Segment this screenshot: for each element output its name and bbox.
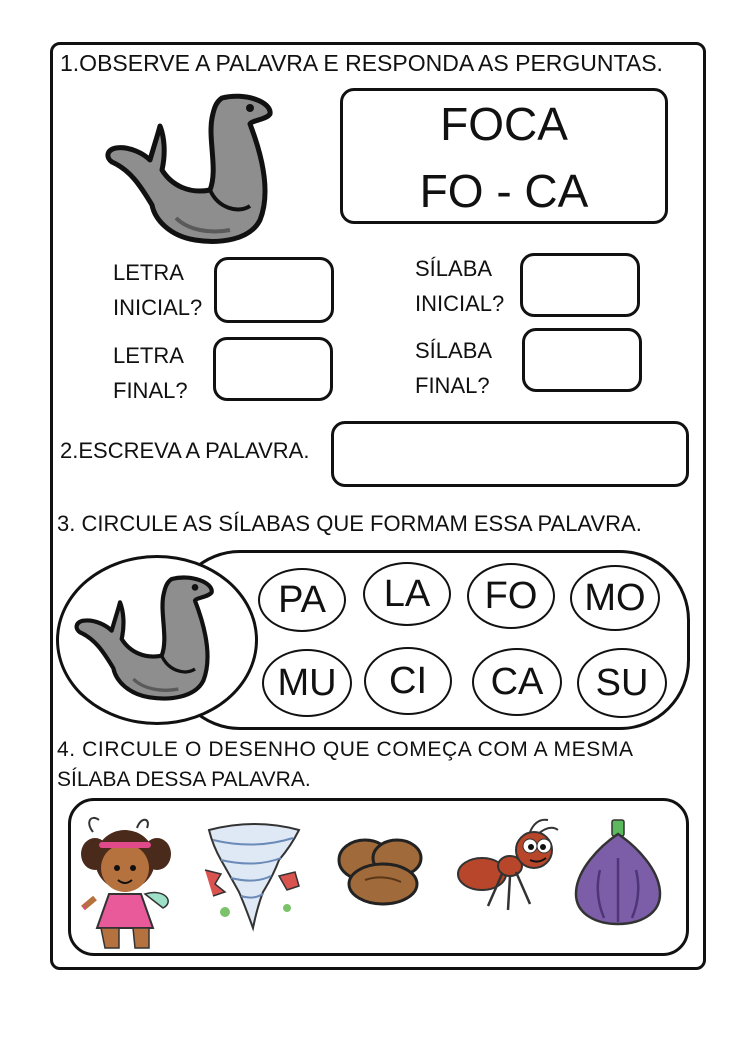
letra-final-line1: LETRA: [113, 343, 184, 368]
syllable-option[interactable]: PA: [258, 568, 346, 632]
silaba-final-answer-box[interactable]: [522, 328, 642, 392]
syllable-option[interactable]: SU: [577, 648, 667, 718]
silaba-inicial-line2: INICIAL?: [415, 291, 505, 316]
syllable-option[interactable]: MU: [262, 649, 352, 717]
q3-instruction: 3. CIRCULE AS SÍLABAS QUE FORMAM ESSA PALAVRA.: [57, 511, 642, 536]
letra-inicial-answer-box[interactable]: [214, 257, 334, 323]
syllable-option[interactable]: CA: [472, 648, 562, 716]
letra-final-line2: FINAL?: [113, 378, 188, 403]
letra-inicial-line1: LETRA: [113, 260, 184, 285]
syllable-option[interactable]: MO: [570, 565, 660, 631]
word-title: FOCA: [440, 98, 568, 150]
q1-instruction: 1.OBSERVE A PALAVRA E RESPONDA AS PERGUNTAS.: [60, 50, 663, 76]
ant-icon[interactable]: [452, 816, 562, 916]
fig-icon[interactable]: [570, 818, 665, 928]
write-word-answer-box[interactable]: [331, 421, 689, 487]
fairy-icon[interactable]: [75, 812, 190, 952]
letra-final-answer-box[interactable]: [213, 337, 333, 401]
syllable-option[interactable]: LA: [363, 562, 451, 626]
silaba-inicial-line1: SÍLABA: [415, 256, 493, 281]
silaba-final-line1: SÍLABA: [415, 338, 493, 363]
syllable-option[interactable]: CI: [364, 647, 452, 715]
silaba-inicial-answer-box[interactable]: [520, 253, 640, 317]
silaba-final-line2: FINAL?: [415, 373, 490, 398]
seal-icon-small: [70, 572, 220, 706]
word-syllables: FO - CA: [419, 165, 589, 217]
q4-instruction-line1: 4. CIRCULE O DESENHO QUE COMEÇA COM A MESMA: [57, 738, 634, 761]
letra-inicial-line2: INICIAL?: [113, 295, 203, 320]
beans-icon[interactable]: [335, 836, 430, 908]
q2-instruction: 2.ESCREVA A PALAVRA.: [60, 438, 310, 463]
q4-instruction-line2: SÍLABA DESSA PALAVRA.: [57, 768, 311, 791]
tornado-icon[interactable]: [195, 816, 313, 936]
syllable-option[interactable]: FO: [467, 563, 555, 629]
seal-icon: [100, 90, 280, 250]
